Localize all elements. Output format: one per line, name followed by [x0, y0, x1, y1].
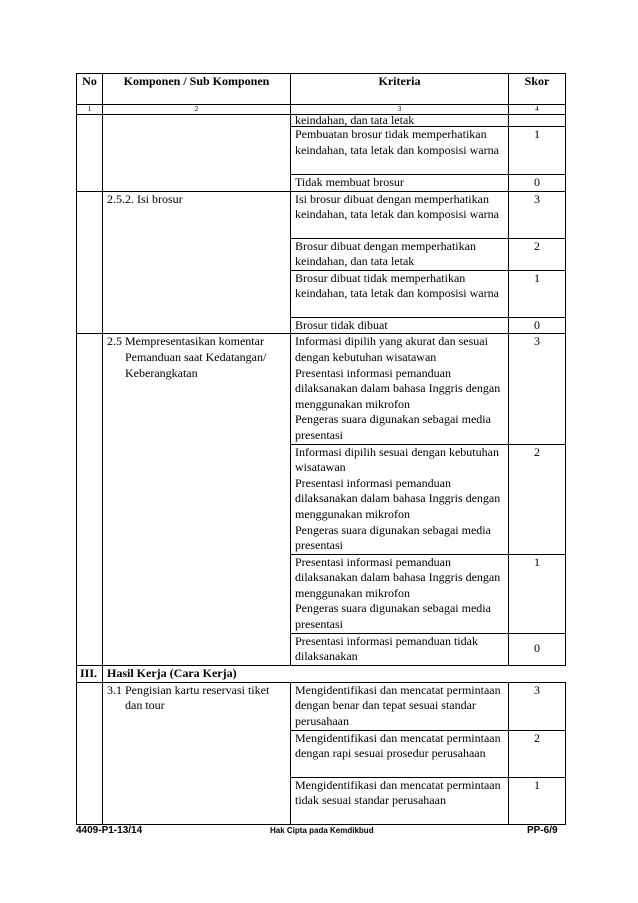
section-row — [77, 665, 566, 682]
footer-copyright: Hak Cipta pada Kemdikbud — [270, 826, 374, 835]
skor-cell: 1 — [509, 777, 566, 824]
komponen-cell — [103, 115, 291, 192]
column-number: 1 — [77, 105, 103, 115]
header-skor: Skor — [509, 74, 566, 105]
kriteria-cell: Mengidentifikasi dan mencatat permintaan dengan rapi sesuai prosedur perusahaan — [291, 730, 509, 777]
kriteria-cell: Isi brosur dibuat dengan memperhatikan keindahan, tata letak dan komposisi warna — [291, 191, 509, 238]
header-komponen: Komponen / Sub Komponen — [103, 74, 291, 105]
table-row — [77, 115, 566, 127]
skor-cell: 2 — [509, 238, 566, 270]
column-number: 4 — [509, 105, 566, 115]
no-cell — [77, 682, 103, 824]
kriteria-line: Pengeras suara digunakan sebagai media presentasi — [295, 412, 491, 442]
kriteria-cell: Mengidentifikasi dan mencatat permintaan dengan benar dan tepat sesuai standar perusahaan — [291, 682, 509, 730]
komponen-label: 3.1 Pengisian kartu reservasi tiket dan tour — [107, 682, 270, 713]
kriteria-cell: Mengidentifikasi dan mencatat permintaan tidak sesuai standar perusahaan — [291, 777, 509, 824]
kriteria-cell: Tidak membuat brosur — [291, 175, 509, 192]
komponen-cell — [103, 682, 291, 824]
no-cell — [77, 115, 103, 192]
kriteria-cell — [291, 444, 509, 554]
table-row — [77, 682, 566, 730]
footer-doc-code: 4409-P1-13/14 — [76, 825, 143, 836]
komponen-cell: 2.5.2. Isi brosur — [103, 191, 291, 334]
skor-cell: 2 — [509, 444, 566, 554]
header-no: No — [77, 74, 103, 105]
table-row — [77, 191, 566, 238]
kriteria-cell: keindahan, dan tata letak — [291, 115, 509, 127]
kriteria-line: Pengeras suara digunakan sebagai media presentasi — [295, 601, 491, 632]
kriteria-line: Pengeras suara digunakan sebagai media presentasi — [295, 522, 491, 553]
kriteria-cell: Brosur tidak dibuat — [291, 317, 509, 334]
skor-cell: 0 — [509, 633, 566, 665]
kriteria-cell: Brosur dibuat tidak memperhatikan keindahan, tata letak dan komposisi warna — [291, 270, 509, 317]
header-kriteria: Kriteria — [291, 74, 509, 105]
kriteria-cell: Brosur dibuat dengan memperhatikan keindahan, dan tata letak — [291, 238, 509, 270]
skor-cell: 1 — [509, 554, 566, 633]
no-cell — [77, 191, 103, 334]
kriteria-line: Presentasi informasi pemanduan dilaksanakan dalam bahasa Inggris dengan menggunakan mikrofon — [295, 554, 501, 600]
no-cell: III. — [77, 665, 103, 682]
table-row — [77, 334, 566, 444]
skor-cell: 1 — [509, 270, 566, 317]
section-title: Hasil Kerja (Cara Kerja) — [103, 665, 566, 682]
footer-page-number: PP-6/9 — [527, 825, 558, 836]
skor-cell: 0 — [509, 317, 566, 334]
kriteria-cell — [291, 334, 509, 444]
kriteria-line: Informasi dipilih sesuai dengan kebutuhan wisatawan — [295, 444, 499, 475]
column-number: 3 — [291, 105, 509, 115]
no-cell — [77, 334, 103, 665]
assessment-table — [76, 73, 566, 825]
skor-cell: 1 — [509, 127, 566, 175]
komponen-label: 2.5 Mempresentasikan komentar Pemanduan saat Kedatangan/ Keberangkatan — [107, 334, 267, 380]
header-row — [77, 74, 566, 105]
skor-cell: 3 — [509, 191, 566, 238]
skor-cell: 3 — [509, 334, 566, 444]
skor-cell: 2 — [509, 730, 566, 777]
skor-cell: 0 — [509, 175, 566, 192]
komponen-cell — [103, 334, 291, 665]
kriteria-line: Informasi dipilih yang akurat dan sesuai dengan kebutuhan wisatawan — [295, 334, 488, 364]
skor-cell: 3 — [509, 682, 566, 730]
skor-cell — [509, 115, 566, 127]
kriteria-cell: Presentasi informasi pemanduan tidak dilaksanakan — [291, 633, 509, 665]
kriteria-cell — [291, 554, 509, 633]
kriteria-line: Presentasi informasi pemanduan dilaksanakan dalam bahasa Inggris dengan menggunakan mikrofon — [295, 475, 501, 521]
kriteria-cell: Pembuatan brosur tidak memperhatikan keindahan, tata letak dan komposisi warna — [291, 127, 509, 175]
kriteria-line: Presentasi informasi pemanduan dilaksanakan dalam bahasa Inggris dengan menggunakan mikrofon — [295, 365, 501, 411]
column-number: 2 — [103, 105, 291, 115]
